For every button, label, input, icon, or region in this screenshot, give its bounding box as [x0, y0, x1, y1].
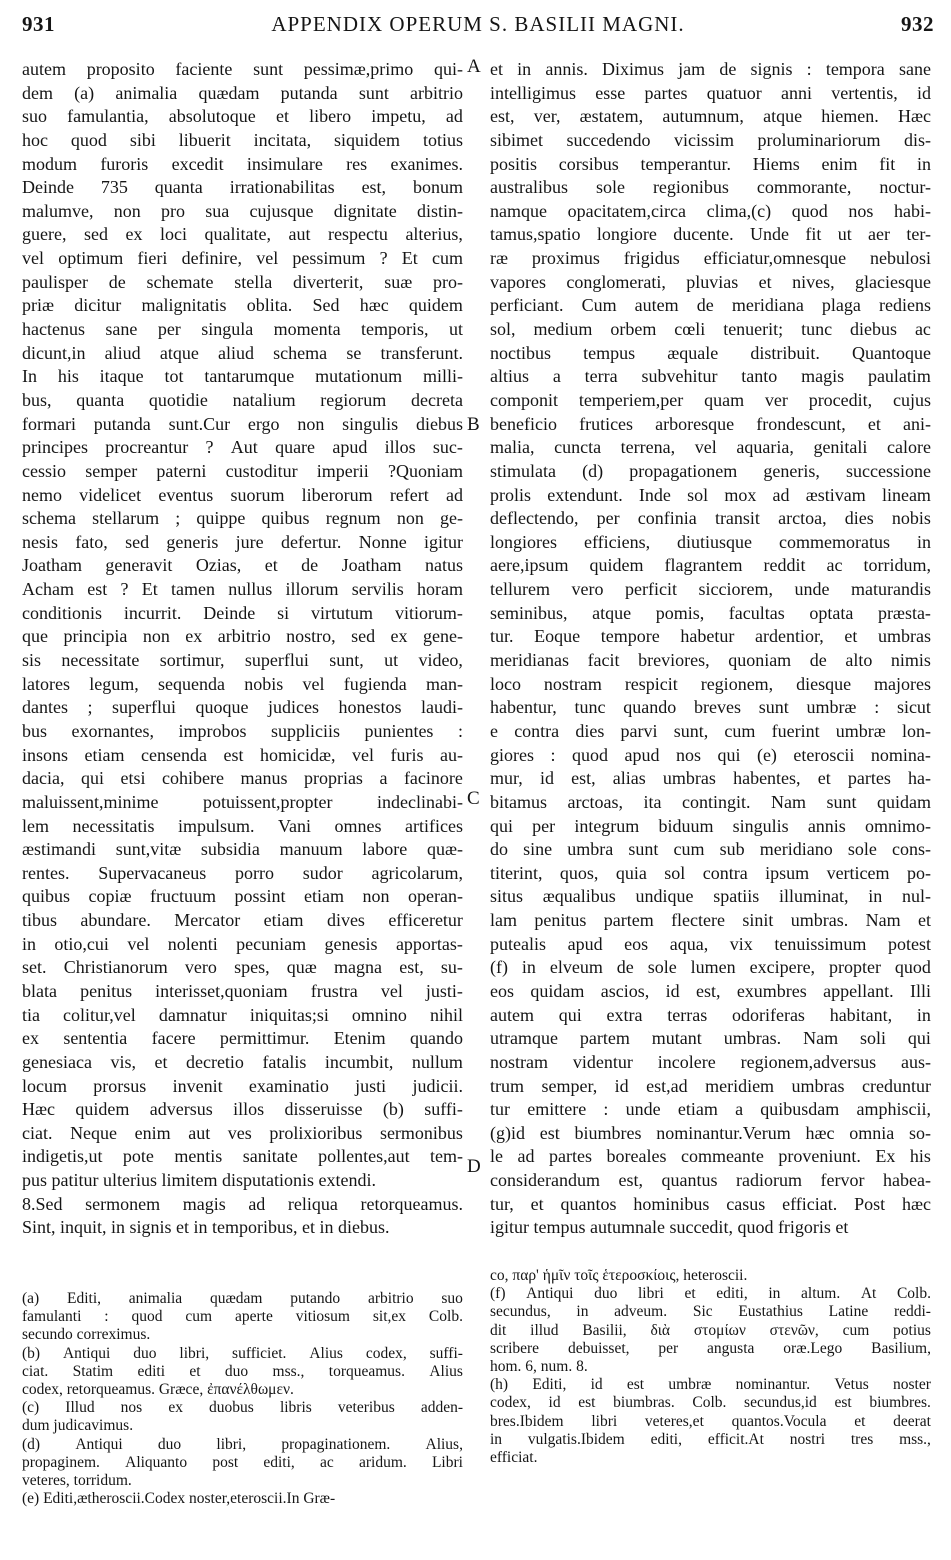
- footnote-line: (a) Editi, animalia quædam putando arbitrio suo: [22, 1290, 463, 1307]
- text-line: dem (a) animalia quædam putanda sunt arbitrio: [22, 82, 463, 103]
- text-line: positis corsibus temperantur. Hiems enim fit in: [490, 153, 931, 174]
- text-line: loco nostram respicit regionem, diesque majores: [490, 673, 931, 694]
- text-line: le ad partes boreales commeante proveniunt. Ex his: [490, 1146, 931, 1167]
- margin-letter-d: D: [467, 1156, 481, 1177]
- footnote-line: (h) Editi, id est umbræ nominantur. Vetus noster: [490, 1376, 931, 1394]
- text-line: dantes ; superflui quoque judices honestos laudi-: [22, 697, 463, 718]
- text-line: genesiaca vis, et decretio fatalis incumbit, nullum: [22, 1051, 463, 1072]
- text-line: qui per integrum biduum singulis annis omnimo-: [490, 815, 931, 836]
- text-line: ciat. Neque enim aut ves prolixioribus sermonibus: [22, 1122, 463, 1143]
- text-line: Joatham generavit Ozias, et de Joatham natus: [22, 555, 463, 576]
- footnote-line: efficiat.: [490, 1448, 538, 1466]
- text-line: æstimandi sunt,vitæ subsidia manuum labore quæ-: [22, 839, 463, 860]
- footnote-line: scribere debuisset, per angusta oræ.Lego Basilium,: [490, 1339, 931, 1357]
- text-line: lem necessitatis impulsum. Vani omnes artifices: [22, 815, 463, 836]
- text-line: Deinde 735 quanta irrationabilitas est, bonum: [22, 177, 463, 198]
- footnote-line: codex, id est biumbras. Colb. secundus,id est biumbres.: [490, 1394, 931, 1412]
- text-line: ræ proximus frigidus efficiatur,omnesque nebulosi: [490, 248, 931, 269]
- text-line: situs æqualibus undique spatiis illuminat, in nul-: [490, 886, 931, 907]
- text-line: prolis extendunt. Inde sol mox ad æstivam lineam: [490, 484, 931, 505]
- text-line: sol, medium orbem cœli tenuerit; tunc diebus ac: [490, 319, 931, 340]
- footnote-line: veteres, torridum.: [22, 1471, 132, 1489]
- page-number-right: 932: [901, 12, 934, 36]
- text-line: titerint, quos, quia sol contra ipsum verticem po-: [490, 862, 931, 883]
- text-line: mur, id est, alias umbras habentes, et partes ha-: [490, 768, 931, 789]
- text-line: beneficio frutices arboresque frondescunt, et ani-: [490, 413, 931, 434]
- footnote-line: co, παρ' ἡμῖν τοῖς ἑτεροσκίοις, heteroscii.: [490, 1267, 748, 1284]
- text-line: hoc quod sibi libuerit incitata, siquidem totius: [22, 129, 463, 150]
- text-line: stimulata (d) propagationem generis, successione: [490, 460, 931, 481]
- text-line: cessio semper paterni custoditur imperii ?Quoniam: [22, 460, 463, 481]
- footnote-line: propaginem. Aliquanto post editi, ac aridum. Libri: [22, 1453, 463, 1471]
- text-line: intelligimus esse partes quatuor anni vertentis, id: [490, 82, 931, 103]
- text-line: componit temperiem,per quam ver procedit, cujus: [490, 389, 931, 410]
- text-line: perficiant. Cum autem de meridiana plaga rediens: [490, 295, 931, 316]
- text-line: longiores efficiens, diutiusque commemoratus in: [490, 531, 931, 552]
- text-line: habentur, tunc quando breves sunt umbræ : sicut: [490, 697, 931, 718]
- text-line: guere, sed ex loci qualitate, aut respectu alterius,: [22, 224, 463, 245]
- text-line: autem proposito faciente sunt pessimæ,primo qui-: [22, 59, 463, 79]
- text-line: modum furoris excedit insimulare res exanimes.: [22, 153, 463, 174]
- text-line: bitamus arctoas, ita contingit. Nam sunt quidam: [490, 791, 931, 812]
- text-line: bus exornantes, improbos suppliciis punientes :: [22, 720, 463, 741]
- text-line: eos quidam ascios, id est, exumbres appellant. Illi: [490, 980, 931, 1001]
- text-line: nemo videlicet eventus suorum liberorum refert ad: [22, 484, 463, 505]
- text-line: tibus abundare. Mercator etiam dives efficeretur: [22, 910, 463, 931]
- text-line: nesis fato, sed generis jure defertur. Nonne igitur: [22, 531, 463, 552]
- text-line: considerandum est, quantus radiorum fervor habea-: [490, 1170, 931, 1191]
- text-line: principes procreantur ? Aut quare apud illos suc-: [22, 437, 463, 458]
- text-line: indigetis,ut pote mentis sanitate pollentes,aut tem-: [22, 1146, 463, 1167]
- footnote-line: codex, retorqueamus. Græce, ἐπανέλθωμεν.: [22, 1380, 294, 1398]
- text-line: locum prorsus invenit examinatio justi judicii.: [22, 1075, 463, 1096]
- text-line: schema stellarum ; quippe quibus regnum non ge-: [22, 508, 463, 529]
- text-line: do sine umbra sunt cum sub meridiano sole cons-: [490, 839, 931, 860]
- footnote-line: (f) Antiqui duo libri et editi, in altum. At Colb.: [490, 1285, 931, 1303]
- text-line: que principia non ex arbitrio nostro, sed ex gene-: [22, 626, 463, 647]
- footnote-line: dit illud Basilii, διὰ στομίων στενῶν, cum potius: [490, 1321, 931, 1339]
- text-line: 8.Sed sermonem magis ad reliqua retorqueamus.: [22, 1193, 463, 1214]
- text-line: giores : quod apud nos qui (e) eteroscii nomina-: [490, 744, 931, 765]
- text-line: dicunt,in aliud atque aliud schema se transferunt.: [22, 342, 463, 363]
- text-line: ex sententia facere permittimur. Etenim quando: [22, 1028, 463, 1049]
- text-line: nostram videntur incolere regionem,adversus aus-: [490, 1051, 931, 1072]
- text-line: set. Christianorum vero spes, quæ magna est, su-: [22, 957, 463, 978]
- text-line: dacia, qui etsi cohibere manus proprias a facinore: [22, 768, 463, 789]
- footnote-line: secundus, in adveum. Sic Eustathius Latine reddi-: [490, 1303, 931, 1321]
- footnote-line: (e) Editi,ætheroscii.Codex noster,eteroscii.In Græ-: [22, 1490, 336, 1508]
- page-number-left: 931: [22, 12, 55, 36]
- text-line: tur. Eoque tempore habetur ardentior, et umbras: [490, 626, 931, 647]
- margin-letter-b: B: [467, 414, 480, 435]
- text-line: tur, et quantos hominibus casus efficiat. Post hæc: [490, 1193, 931, 1214]
- text-line: vel optimum fieri definire, vel pessimum ? Et cum: [22, 248, 463, 269]
- footnote-line: hom. 6, num. 8.: [490, 1357, 588, 1375]
- text-line: sibimet succedendo vicissim proluminariorum dis-: [490, 129, 931, 150]
- margin-letter-c: C: [467, 788, 480, 809]
- text-line: deflectendo, per confinia transit arctoa, dies nobis: [490, 508, 931, 529]
- text-line: insons etiam censenda est homicidæ, vel furis au-: [22, 744, 463, 765]
- text-line: formari putanda sunt.Cur ergo non singulis diebus: [22, 413, 463, 434]
- text-line: lam penitus partem flectere sinit umbras. Nam et: [490, 910, 931, 931]
- text-line: conditionis incurrit. Deinde si virtutum vitiorum-: [22, 602, 463, 623]
- footnote-line: bres.Ibidem libri veteres,et quantos.Vocula et deerat: [490, 1412, 931, 1430]
- footnote-line: in vulgatis.Ibidem editi, efficit.At nostri tres mss.,: [490, 1430, 931, 1448]
- text-line: e contra dies parvi sunt, cum fuerint umbræ lon-: [490, 720, 931, 741]
- text-line: Acham est ? Et tamen nullus illorum servilis horam: [22, 579, 463, 600]
- footnote-line: famulanti : quod cum aperte vitiosum sit,ex Colb.: [22, 1308, 463, 1326]
- text-line: In his itaque tot tantarumque mutationum milli-: [22, 366, 463, 387]
- text-line: Hæc quidem adversus illos disseruisse (b) suffi-: [22, 1099, 463, 1120]
- footnote-line: secundo correximus.: [22, 1326, 151, 1344]
- footnote-line: (d) Antiqui duo libri, propaginationem. Alius,: [22, 1435, 463, 1453]
- text-line: australibus sole regionibus commorante, noctur-: [490, 177, 931, 198]
- text-line: noctibus tempus æquale distribuit. Quantoque: [490, 342, 931, 363]
- text-line: tur emittere : unde etiam a quibusdam amphiscii,: [490, 1099, 931, 1120]
- text-line: aere,ipsum quidem flagrantem reddit ac torridum,: [490, 555, 931, 576]
- text-line: tellurem vero perficit sicciorem, unde maturandis: [490, 579, 931, 600]
- left-text-column: [22, 58, 463, 1240]
- text-line: suo famulantia, absolutoque et libero impetu, ad: [22, 106, 463, 127]
- text-line: namque opacitatem,circa clima,(c) quod nos habi-: [490, 200, 931, 221]
- text-line: (g)id est biumbres nominantur.Verum hæc omnia so-: [490, 1122, 931, 1143]
- text-line: blata penitus interisset,quoniam frustra vel justi-: [22, 980, 463, 1001]
- text-line: maluissent,minime potuissent,propter indeclinabi-: [22, 791, 463, 812]
- text-line: quibus copiæ fructuum possint etiam non operan-: [22, 886, 463, 907]
- text-line: trum semper, id est,ad meridiem umbras creduntur: [490, 1075, 931, 1096]
- text-line: Sint, inquit, in signis et in temporibus, et in diebus.: [22, 1217, 390, 1238]
- text-line: sis necessitate sortimur, superflui sunt, ut video,: [22, 650, 463, 671]
- running-title: APPENDIX OPERUM S. BASILII MAGNI.: [271, 12, 685, 36]
- footnote-line: (c) Illud nos ex duobus libris veteribus adden-: [22, 1399, 463, 1417]
- text-line: latores legum, sequenda nobis vel fugienda man-: [22, 673, 463, 694]
- text-line: in otio,cui vel nolenti pecuniam genesis apportas-: [22, 933, 463, 954]
- left-footnotes: [22, 1290, 463, 1508]
- text-line: autem qui extra terras odoriferas habitant, in: [490, 1004, 931, 1025]
- text-line: seminibus, atque pomis, facultas optata præsta-: [490, 602, 931, 623]
- text-line: putealis apud eos aqua, vix tenuissimum potest: [490, 933, 931, 954]
- margin-letter-a: A: [467, 56, 481, 77]
- footnote-line: dum judicavimus.: [22, 1417, 134, 1435]
- text-line: tia colitur,vel damnatur iniquitas;si omnino nihil: [22, 1004, 463, 1025]
- text-line: malia, cuncta terrena, vel aquaria, genitali calore: [490, 437, 931, 458]
- right-text-column: [490, 58, 931, 1240]
- text-line: meridianas facit breviores, quoniam de alto nimis: [490, 650, 931, 671]
- text-line: utramque partem mutant umbras. Nam soli qui: [490, 1028, 931, 1049]
- right-footnotes: [490, 1267, 931, 1467]
- text-line: et in annis. Diximus jam de signis : tempora sane: [490, 59, 931, 79]
- footnote-line: ciat. Statim editi et duo mss., torqueamus. Alius: [22, 1362, 463, 1380]
- text-line: pus patitur ulterius limitem disputationis extendi.: [22, 1170, 376, 1191]
- footnote-line: (b) Antiqui duo libri, sufficiet. Alius codex, suffi-: [22, 1344, 463, 1362]
- text-line: (f) in elveum de sole lumen excipere, propter quod: [490, 957, 931, 978]
- text-line: altius a terra subvehitur tanto magis paulatim: [490, 366, 931, 387]
- text-line: bus, quanta quotidie natalium regiorum decreta: [22, 389, 463, 410]
- text-line: priæ dicitur malignitatis oblita. Sed hæc quidem: [22, 295, 463, 316]
- text-line: paulisper de schemate stella diverterit, suæ pro-: [22, 271, 463, 292]
- text-line: tamus,spatio longiore ducente. Unde fit ut aer ter-: [490, 224, 931, 245]
- text-line: igitur tempus autumnale succedit, quod frigoris et: [490, 1217, 849, 1238]
- text-line: hactenus sane per singula momenta temporis, ut: [22, 319, 463, 340]
- text-line: est, ver, æstatem, autumnum, atque hiemen. Hæc: [490, 106, 931, 127]
- running-header: [22, 10, 934, 40]
- text-line: malumve, non pro sua cujusque dignitate distin-: [22, 200, 463, 221]
- text-line: vapores conglomerati, pluvias et nives, glaciesque: [490, 271, 931, 292]
- text-line: rentes. Supervacaneus porro sudor agricolarum,: [22, 862, 463, 883]
